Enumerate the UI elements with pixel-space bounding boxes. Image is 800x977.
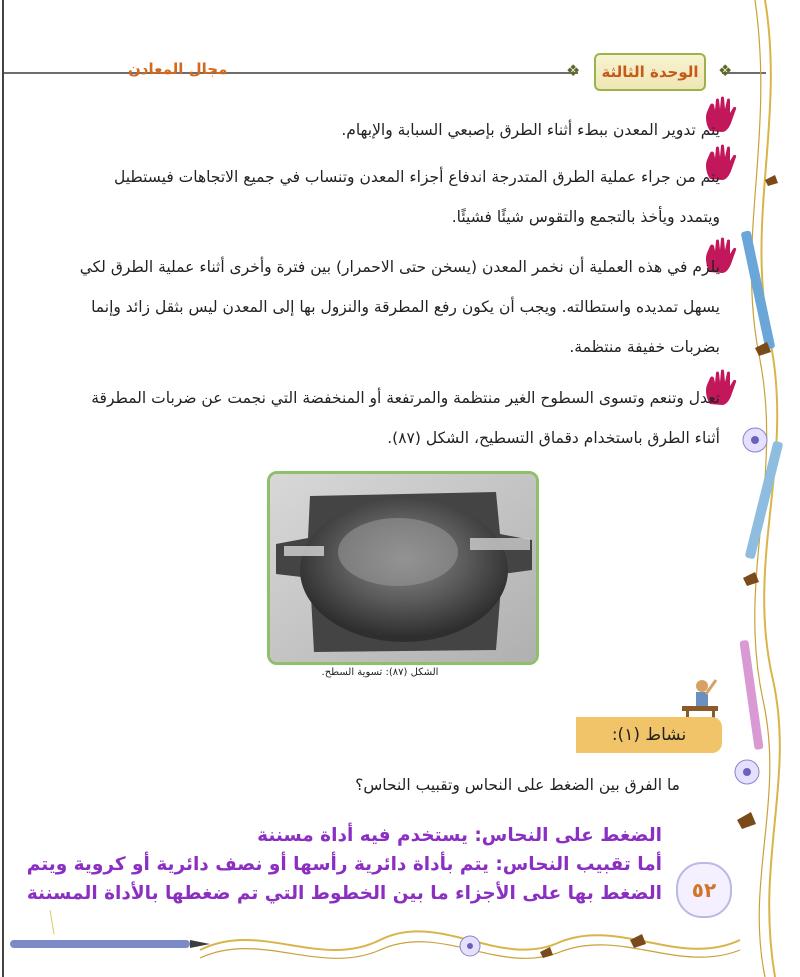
activity-question: ما الفرق بين الضغط على النحاس وتقبيب النحاس؟ <box>355 776 680 794</box>
page-number: ٥٢ <box>676 862 732 918</box>
paragraph-line: يسهل تمديده واستطالته. ويجب أن يكون رفع المطرقة والنزول بها إلى المعدن ليس بثقل زائد وإنما <box>91 298 720 316</box>
paragraph-line: يتم تدوير المعدن ببطء أثناء الطرق بإصبعي السبابة والإبهام. <box>341 121 720 139</box>
paragraph-line: يلزم في هذه العملية أن نخمر المعدن (يسخن حتى الاحمرار) بين فترة وأخرى أثناء عملية الطرق لكي <box>79 258 720 276</box>
activity-label: نشاط (١): <box>576 717 722 753</box>
paragraph-1 <box>341 110 720 150</box>
header-rule <box>4 72 578 74</box>
paragraph-3 <box>80 247 720 367</box>
answer-line: الضغط على النحاس: يستخدم فيه أداة مسننة <box>257 825 662 846</box>
paragraph-2 <box>114 157 720 237</box>
figure-87-photo <box>267 471 539 665</box>
figure-caption: الشكل (٨٧): تسوية السطح. <box>321 667 439 678</box>
decorative-vine-border <box>725 0 800 977</box>
answer-line: الضغط بها على الأجزاء ما بين الخطوط التي تم ضغطها بالأداة المسننة <box>26 883 662 904</box>
field-title: مجال المعادن <box>128 60 228 78</box>
handwritten-answer <box>27 821 662 908</box>
paragraph-line: يتم من جراء عملية الطرق المتدرجة اندفاع أجزاء المعدن وتنساب في جميع الاتجاهات فيستطيل <box>114 168 720 186</box>
hammered-metal-tray-image <box>270 474 536 662</box>
unit-badge <box>578 52 722 92</box>
paragraph-line: ويتمدد ويأخذ بالتجمع والتقوس شيئًا فشيئًا. <box>451 208 720 226</box>
decorative-bottom-border <box>0 910 800 977</box>
ornament-left-icon: ❖ <box>566 61 581 80</box>
answer-line: أما تقبيب النحاس: يتم بأداة دائرية رأسها أو نصف دائرية أو كروية ويتم <box>26 854 662 875</box>
page-left-border <box>2 0 4 977</box>
unit-label: الوحدة الثالثة <box>594 53 706 91</box>
paragraph-4 <box>91 378 720 458</box>
ornament-right-icon: ❖ <box>718 61 733 80</box>
paragraph-line: أثناء الطرق باستخدام دقماق التسطيح، الشكل (٨٧). <box>387 429 720 447</box>
paragraph-line: بضربات خفيفة منتظمة. <box>569 338 720 356</box>
paragraph-line: تعدل وتنعم وتسوى السطوح الغير منتظمة والمرتفعة أو المنخفضة التي نجمت عن ضربات المطرقة <box>91 389 720 407</box>
